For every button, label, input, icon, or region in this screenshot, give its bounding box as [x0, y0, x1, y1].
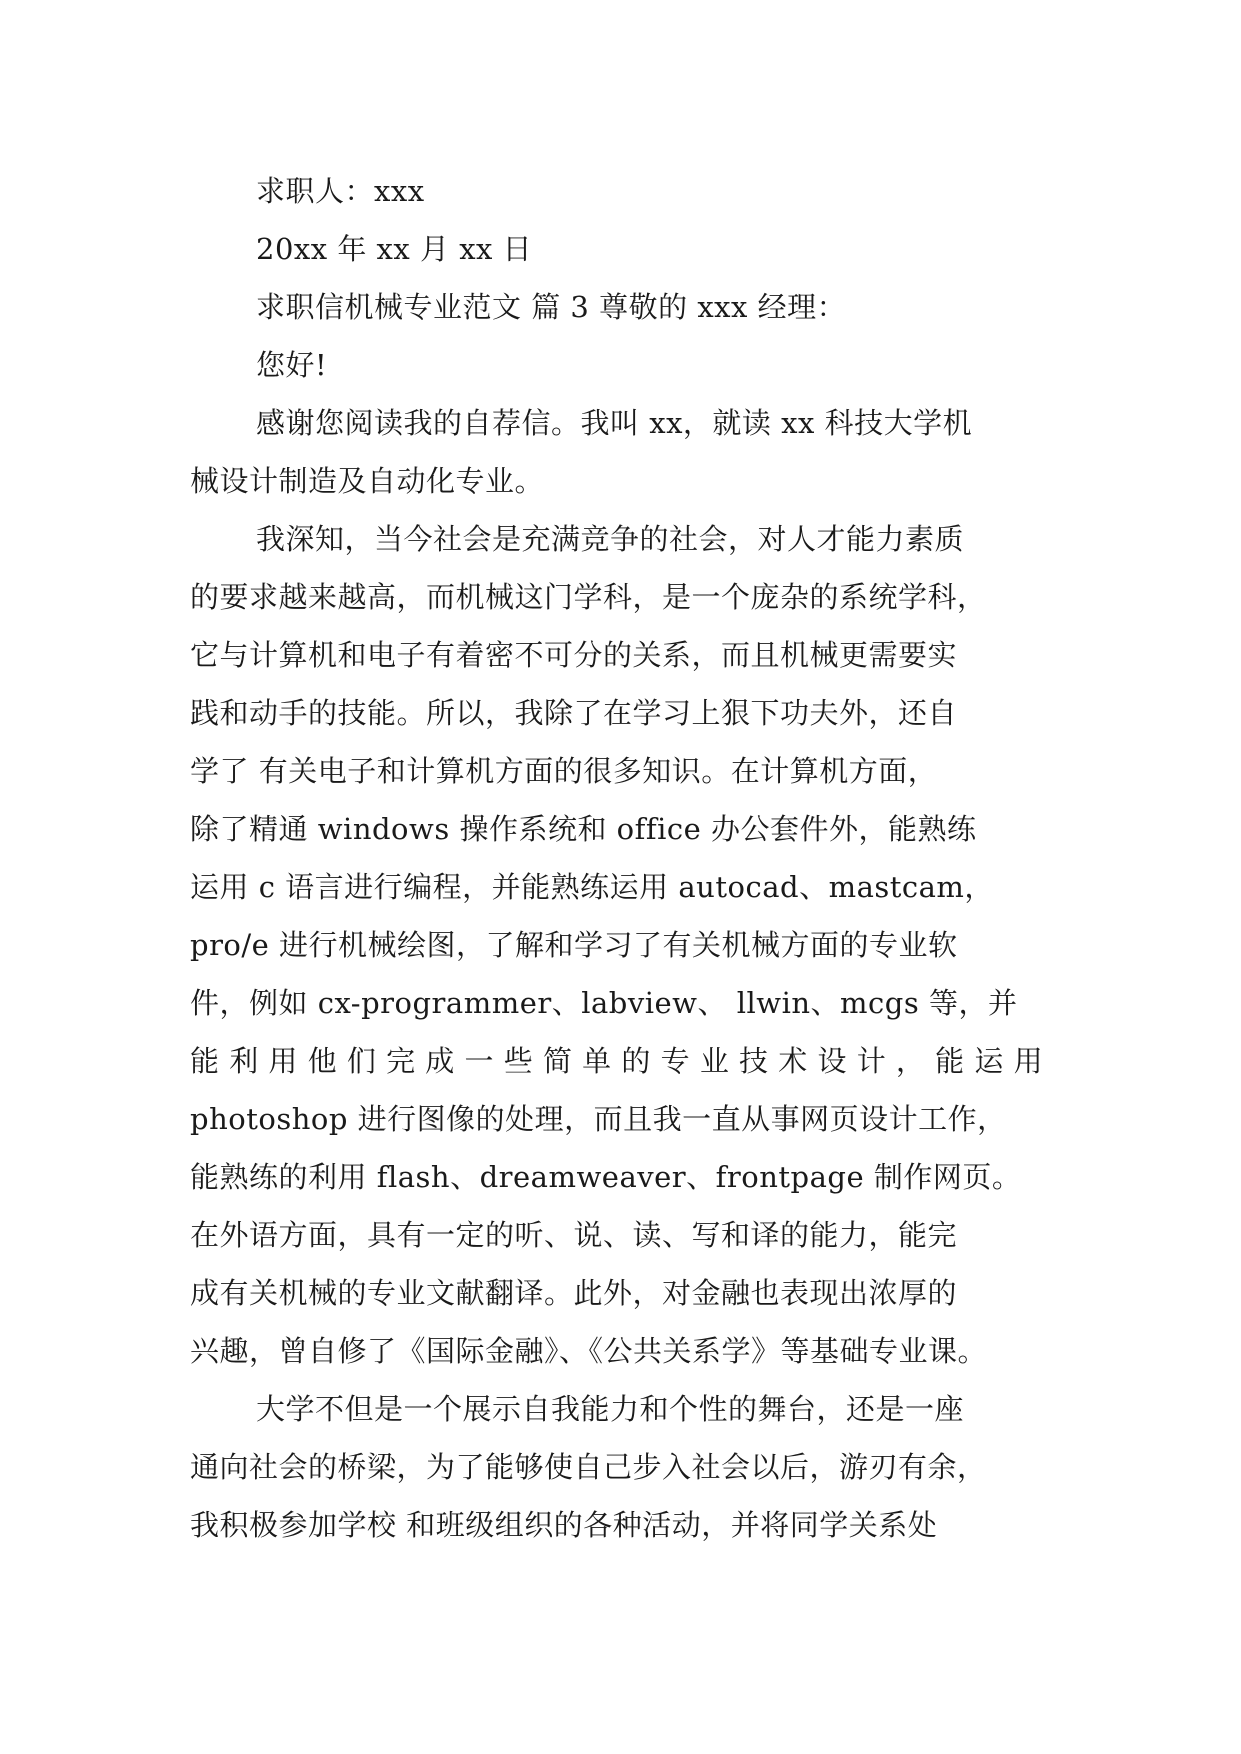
section-heading-line: 求职信机械专业范文 篇 3 尊敬的 xxx 经理： — [256, 290, 847, 324]
letter-body — [190, 162, 1060, 1554]
paragraph-line: 械设计制造及自动化专业。 — [190, 464, 545, 498]
paragraph-line: 运用 c 语言进行编程，并能熟练运用 autocad、mastcam， — [190, 870, 994, 904]
paragraph-line: 我深知，当今社会是充满竞争的社会，对人才能力素质 — [256, 522, 965, 556]
paragraph-line: 学了 有关电子和计算机方面的很多知识。在计算机方面， — [190, 754, 938, 788]
paragraph-line: 的要求越来越高，而机械这门学科，是一个庞杂的系统学科， — [190, 580, 987, 614]
greeting-line: 您好! — [256, 348, 328, 382]
date-line: 20xx 年 xx 月 xx 日 — [256, 232, 533, 266]
paragraph-line: 感谢您阅读我的自荐信。我叫 xx，就读 xx 科技大学机 — [256, 406, 973, 440]
paragraph-intro — [190, 394, 1060, 510]
paragraph-line: 我积极参加学校 和班级组织的各种活动，并将同学关系处 — [190, 1508, 938, 1542]
paragraph-line: 兴趣，曾自修了《国际金融》、《公共关系学》等基础专业课。 — [190, 1334, 988, 1368]
paragraph-line: 它与计算机和电子有着密不可分的关系，而且机械更需要实 — [190, 638, 958, 672]
paragraph-line: 能熟练的利用 flash、dreamweaver、frontpage 制作网页。 — [190, 1160, 1022, 1194]
paragraph-line: 除了精通 windows 操作系统和 office 办公套件外，能熟练 — [190, 812, 977, 846]
paragraph-line: 大学不但是一个展示自我能力和个性的舞台，还是一座 — [256, 1392, 965, 1426]
paragraph-line: 在外语方面，具有一定的听、说、读、写和译的能力，能完 — [190, 1218, 958, 1252]
applicant-line: 求职人：xxx — [256, 174, 425, 208]
paragraph-line: 能 利 用 他 们 完 成 一 些 简 单 的 专 业 技 术 设 计 ， 能 运 用 — [190, 1044, 1044, 1078]
paragraph-line: pro/e 进行机械绘图，了解和学习了有关机械方面的专业软 — [190, 928, 958, 962]
paragraph-activities — [190, 1380, 1060, 1554]
paragraph-line: 践和动手的技能。所以，我除了在学习上狠下功夫外，还自 — [190, 696, 958, 730]
paragraph-line: 成有关机械的专业文献翻译。此外，对金融也表现出浓厚的 — [190, 1276, 958, 1310]
paragraph-line: photoshop 进行图像的处理，而且我一直从事网页设计工作， — [190, 1102, 1007, 1136]
paragraph-line: 件，例如 cx-programmer、labview、 llwin、mcgs 等，并 — [190, 986, 1018, 1020]
paragraph-line: 通向社会的桥梁，为了能够使自己步入社会以后，游刃有余， — [190, 1450, 987, 1484]
paragraph-skills — [190, 510, 1060, 1380]
